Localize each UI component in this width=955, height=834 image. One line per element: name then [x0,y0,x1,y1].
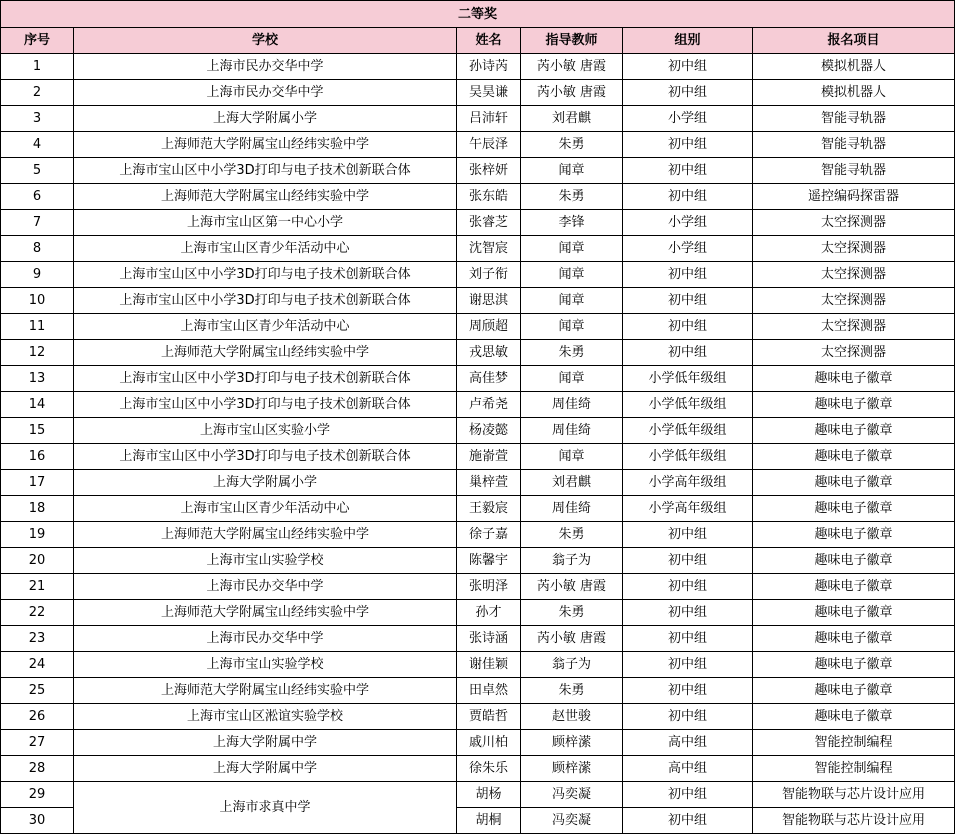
cell-group: 小学低年级组 [623,418,753,444]
cell-teacher: 顾梓潆 [521,730,623,756]
table-row [1,236,955,262]
cell-group: 初中组 [623,340,753,366]
cell-name: 张东皓 [457,184,521,210]
cell-teacher: 闻章 [521,236,623,262]
cell-school: 上海师范大学附属宝山经纬实验中学 [74,678,457,704]
cell-project: 智能寻轨器 [753,106,955,132]
table-row [1,652,955,678]
table-row [1,704,955,730]
header-group: 组别 [623,28,753,54]
cell-teacher: 周佳绮 [521,418,623,444]
cell-school: 上海市宝山区青少年活动中心 [74,496,457,522]
cell-group: 初中组 [623,54,753,80]
cell-school: 上海市宝山区中小学3D打印与电子技术创新联合体 [74,288,457,314]
cell-school: 上海大学附属中学 [74,756,457,782]
cell-school-merged: 上海市求真中学 [74,782,457,834]
cell-project: 智能控制编程 [753,730,955,756]
cell-teacher: 顾梓潆 [521,756,623,782]
table-row [1,106,955,132]
cell-school: 上海市宝山区实验小学 [74,418,457,444]
cell-project: 太空探测器 [753,210,955,236]
cell-name: 卢希尧 [457,392,521,418]
cell-project: 智能物联与芯片设计应用 [753,782,955,808]
cell-school: 上海市民办交华中学 [74,54,457,80]
cell-teacher: 周佳绮 [521,496,623,522]
cell-school: 上海市宝山区第一中心小学 [74,210,457,236]
cell-project: 趣味电子徽章 [753,600,955,626]
cell-no: 8 [1,236,74,262]
table-row [1,678,955,704]
cell-no: 5 [1,158,74,184]
cell-group: 初中组 [623,132,753,158]
cell-no: 6 [1,184,74,210]
cell-no: 25 [1,678,74,704]
cell-teacher: 芮小敏 唐霞 [521,54,623,80]
table-row [1,600,955,626]
cell-teacher: 芮小敏 唐霞 [521,80,623,106]
cell-school: 上海师范大学附属宝山经纬实验中学 [74,132,457,158]
cell-project: 智能寻轨器 [753,132,955,158]
cell-no: 26 [1,704,74,730]
cell-no: 11 [1,314,74,340]
cell-name: 沈智宸 [457,236,521,262]
cell-teacher: 朱勇 [521,600,623,626]
cell-name: 张梓妍 [457,158,521,184]
cell-group: 小学组 [623,236,753,262]
cell-group: 初中组 [623,80,753,106]
cell-project: 趣味电子徽章 [753,366,955,392]
cell-no: 19 [1,522,74,548]
cell-name: 孙诗芮 [457,54,521,80]
cell-name: 贾皓哲 [457,704,521,730]
cell-no: 13 [1,366,74,392]
cell-group: 小学低年级组 [623,366,753,392]
cell-project: 趣味电子徽章 [753,496,955,522]
cell-project: 趣味电子徽章 [753,652,955,678]
table-row [1,756,955,782]
table-row [1,158,955,184]
cell-teacher: 翁子为 [521,548,623,574]
cell-name: 杨凌懿 [457,418,521,444]
cell-school: 上海师范大学附属宝山经纬实验中学 [74,340,457,366]
cell-school: 上海市宝山区中小学3D打印与电子技术创新联合体 [74,262,457,288]
cell-name: 谢思淇 [457,288,521,314]
cell-name: 戎思敏 [457,340,521,366]
cell-project: 趣味电子徽章 [753,392,955,418]
cell-group: 初中组 [623,808,753,834]
cell-name: 吴昊谦 [457,80,521,106]
cell-name: 张明泽 [457,574,521,600]
cell-project: 趣味电子徽章 [753,470,955,496]
cell-teacher: 朱勇 [521,678,623,704]
table-row [1,574,955,600]
cell-name: 吕沛轩 [457,106,521,132]
table-row [1,730,955,756]
cell-teacher: 闻章 [521,444,623,470]
cell-group: 初中组 [623,782,753,808]
cell-teacher: 朱勇 [521,340,623,366]
cell-group: 小学低年级组 [623,392,753,418]
cell-teacher: 闻章 [521,288,623,314]
cell-no: 20 [1,548,74,574]
cell-teacher: 朱勇 [521,184,623,210]
cell-teacher: 闻章 [521,366,623,392]
cell-group: 初中组 [623,678,753,704]
cell-name: 张诗涵 [457,626,521,652]
cell-no: 30 [1,808,74,834]
cell-name: 周颀超 [457,314,521,340]
cell-school: 上海市宝山实验学校 [74,652,457,678]
cell-no: 28 [1,756,74,782]
cell-no: 3 [1,106,74,132]
cell-teacher: 刘君麒 [521,470,623,496]
cell-project: 模拟机器人 [753,80,955,106]
cell-no: 22 [1,600,74,626]
cell-school: 上海市宝山区中小学3D打印与电子技术创新联合体 [74,444,457,470]
cell-school: 上海市宝山实验学校 [74,548,457,574]
cell-project: 智能寻轨器 [753,158,955,184]
cell-no: 27 [1,730,74,756]
award-title: 二等奖 [1,1,955,28]
table-row [1,314,955,340]
cell-group: 初中组 [623,574,753,600]
cell-school: 上海大学附属小学 [74,106,457,132]
cell-no: 16 [1,444,74,470]
cell-group: 初中组 [623,288,753,314]
cell-name: 陈馨宇 [457,548,521,574]
table-row [1,288,955,314]
cell-school: 上海市宝山区青少年活动中心 [74,314,457,340]
cell-group: 初中组 [623,600,753,626]
table-row [1,210,955,236]
cell-teacher: 赵世骏 [521,704,623,730]
cell-project: 趣味电子徽章 [753,626,955,652]
cell-no: 4 [1,132,74,158]
title-row [1,1,955,28]
table-row [1,548,955,574]
cell-name: 胡杨 [457,782,521,808]
table-row [1,392,955,418]
cell-project: 趣味电子徽章 [753,418,955,444]
cell-name: 徐子嘉 [457,522,521,548]
table-row [1,522,955,548]
table-row [1,54,955,80]
cell-group: 初中组 [623,652,753,678]
cell-group: 小学高年级组 [623,470,753,496]
cell-name: 戚川柏 [457,730,521,756]
cell-school: 上海市民办交华中学 [74,626,457,652]
cell-group: 小学组 [623,210,753,236]
cell-school: 上海市宝山区青少年活动中心 [74,236,457,262]
cell-teacher: 冯奕凝 [521,782,623,808]
cell-school: 上海市民办交华中学 [74,80,457,106]
cell-no: 9 [1,262,74,288]
cell-no: 18 [1,496,74,522]
cell-group: 初中组 [623,548,753,574]
cell-no: 15 [1,418,74,444]
cell-no: 10 [1,288,74,314]
cell-teacher: 闻章 [521,314,623,340]
table-row [1,262,955,288]
cell-project: 智能物联与芯片设计应用 [753,808,955,834]
cell-school: 上海大学附属中学 [74,730,457,756]
cell-project: 趣味电子徽章 [753,522,955,548]
cell-no: 1 [1,54,74,80]
cell-group: 小学低年级组 [623,444,753,470]
cell-teacher: 刘君麒 [521,106,623,132]
cell-group: 初中组 [623,522,753,548]
cell-school: 上海市宝山区中小学3D打印与电子技术创新联合体 [74,158,457,184]
cell-school: 上海市宝山区淞谊实验学校 [74,704,457,730]
cell-no: 24 [1,652,74,678]
table-row [1,132,955,158]
cell-no: 21 [1,574,74,600]
cell-name: 午辰泽 [457,132,521,158]
cell-no: 14 [1,392,74,418]
cell-teacher: 冯奕凝 [521,808,623,834]
cell-project: 趣味电子徽章 [753,548,955,574]
table-row [1,184,955,210]
table-row [1,470,955,496]
cell-project: 太空探测器 [753,288,955,314]
table-row [1,366,955,392]
cell-no: 2 [1,80,74,106]
cell-teacher: 翁子为 [521,652,623,678]
cell-school: 上海市宝山区中小学3D打印与电子技术创新联合体 [74,392,457,418]
cell-group: 小学高年级组 [623,496,753,522]
cell-school: 上海市宝山区中小学3D打印与电子技术创新联合体 [74,366,457,392]
header-no: 序号 [1,28,74,54]
cell-teacher: 芮小敏 唐霞 [521,626,623,652]
cell-teacher: 闻章 [521,158,623,184]
header-teacher: 指导教师 [521,28,623,54]
table-row [1,496,955,522]
cell-name: 王毅宸 [457,496,521,522]
table-row [1,340,955,366]
cell-group: 初中组 [623,158,753,184]
cell-no: 17 [1,470,74,496]
cell-teacher: 李锋 [521,210,623,236]
cell-name: 孙才 [457,600,521,626]
cell-project: 趣味电子徽章 [753,704,955,730]
cell-project: 太空探测器 [753,314,955,340]
table-row [1,418,955,444]
cell-name: 张睿芝 [457,210,521,236]
cell-name: 田卓然 [457,678,521,704]
cell-teacher: 闻章 [521,262,623,288]
cell-group: 初中组 [623,184,753,210]
cell-project: 趣味电子徽章 [753,678,955,704]
table-row [1,80,955,106]
cell-project: 趣味电子徽章 [753,574,955,600]
cell-project: 模拟机器人 [753,54,955,80]
table-row [1,444,955,470]
cell-name: 刘子衔 [457,262,521,288]
cell-teacher: 朱勇 [521,522,623,548]
header-project: 报名项目 [753,28,955,54]
cell-group: 初中组 [623,704,753,730]
cell-teacher: 周佳绮 [521,392,623,418]
cell-name: 巢梓萱 [457,470,521,496]
cell-school: 上海市民办交华中学 [74,574,457,600]
cell-group: 小学组 [623,106,753,132]
cell-project: 太空探测器 [753,262,955,288]
cell-school: 上海大学附属小学 [74,470,457,496]
cell-project: 遥控编码探雷器 [753,184,955,210]
header-school: 学校 [74,28,457,54]
cell-project: 太空探测器 [753,236,955,262]
cell-school: 上海师范大学附属宝山经纬实验中学 [74,184,457,210]
cell-group: 高中组 [623,756,753,782]
cell-group: 高中组 [623,730,753,756]
cell-name: 高佳梦 [457,366,521,392]
cell-project: 太空探测器 [753,340,955,366]
cell-group: 初中组 [623,626,753,652]
cell-group: 初中组 [623,314,753,340]
table-row [1,626,955,652]
cell-school: 上海师范大学附属宝山经纬实验中学 [74,522,457,548]
header-name: 姓名 [457,28,521,54]
cell-project: 智能控制编程 [753,756,955,782]
header-row [1,28,955,54]
cell-no: 12 [1,340,74,366]
table-row [1,782,955,808]
cell-no: 29 [1,782,74,808]
cell-teacher: 朱勇 [521,132,623,158]
cell-project: 趣味电子徽章 [753,444,955,470]
cell-name: 徐朱乐 [457,756,521,782]
cell-teacher: 芮小敏 唐霞 [521,574,623,600]
cell-school: 上海师范大学附属宝山经纬实验中学 [74,600,457,626]
cell-no: 7 [1,210,74,236]
cell-group: 初中组 [623,262,753,288]
cell-no: 23 [1,626,74,652]
cell-name: 胡桐 [457,808,521,834]
cell-name: 谢佳颖 [457,652,521,678]
cell-name: 施嵛萱 [457,444,521,470]
